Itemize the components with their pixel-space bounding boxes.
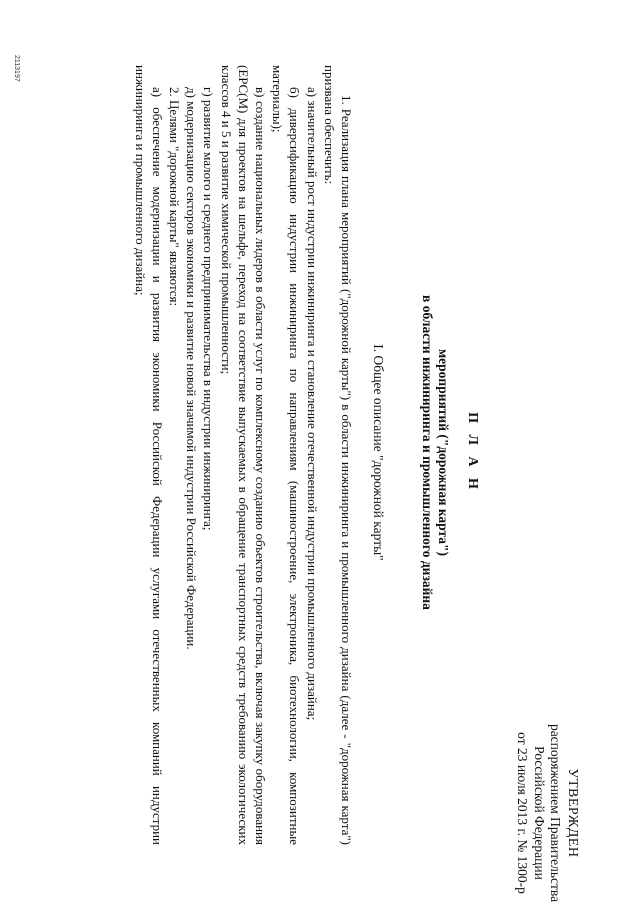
section-heading: I. Общее описание "дорожной карты" [371, 344, 386, 561]
paragraph-1e: д) модернизацию секторов экономики и развитие новой значимой индустрии Российской Федерации. [184, 87, 200, 650]
approval-line-3: от 23 июля 2013 г. № 1300-р [515, 732, 531, 894]
document-body [131, 65, 355, 845]
title-line-2: в области инжиниринга и промышленного дизайна [420, 295, 435, 610]
paragraph-1d: г) развитие малого и среднего предпринимательства в индустрии инжиниринга; [201, 87, 217, 531]
paragraph-2a: а) обеспечение модернизации и развития экономики Российской Федерации услугами отечественных компаний индустрии инжиниринга и промышленного дизайна; [132, 65, 165, 845]
paragraph-1c: в) создание национальных лидеров в области услуг по комплексному созданию объектов строительства, включая закупку оборудования (EPC(M) для проектов на шельфе, переход на соответствие выпускаемых в обращение транспортных средств требованию экологических классов 4 и 5 и развитие химической промышленности; [218, 65, 268, 845]
approval-status: УТВЕРЖДЕН [565, 768, 580, 858]
document-code: 2113197 [13, 55, 20, 82]
paragraph-2: 2. Целями "дорожной карты" являются: [166, 87, 182, 307]
paragraph-1: 1. Реализация плана мероприятий ("дорожной карты") в области инжиниринга и промышленного дизайна (далее - "дорожная карта") призвана обеспечить: [321, 65, 354, 845]
approval-stamp [514, 718, 580, 908]
paragraph-1a: а) значительный рост индустрии инжиниринга и становление отечественной индустрии промышленного дизайна; [304, 87, 320, 721]
approval-line-1: распоряжением Правительства [548, 723, 564, 903]
approval-line-2: Российской Федерации [532, 746, 547, 880]
paragraph-1b: б) диверсификацию индустрии инжиниринга по направлениям (машиностроение, электроника, биотехнологии, композитные материалы); [270, 65, 303, 845]
document-title [419, 0, 480, 905]
title-plan: П Л А Н [465, 412, 480, 493]
title-line-1: мероприятий ("дорожная карта") [436, 348, 451, 557]
